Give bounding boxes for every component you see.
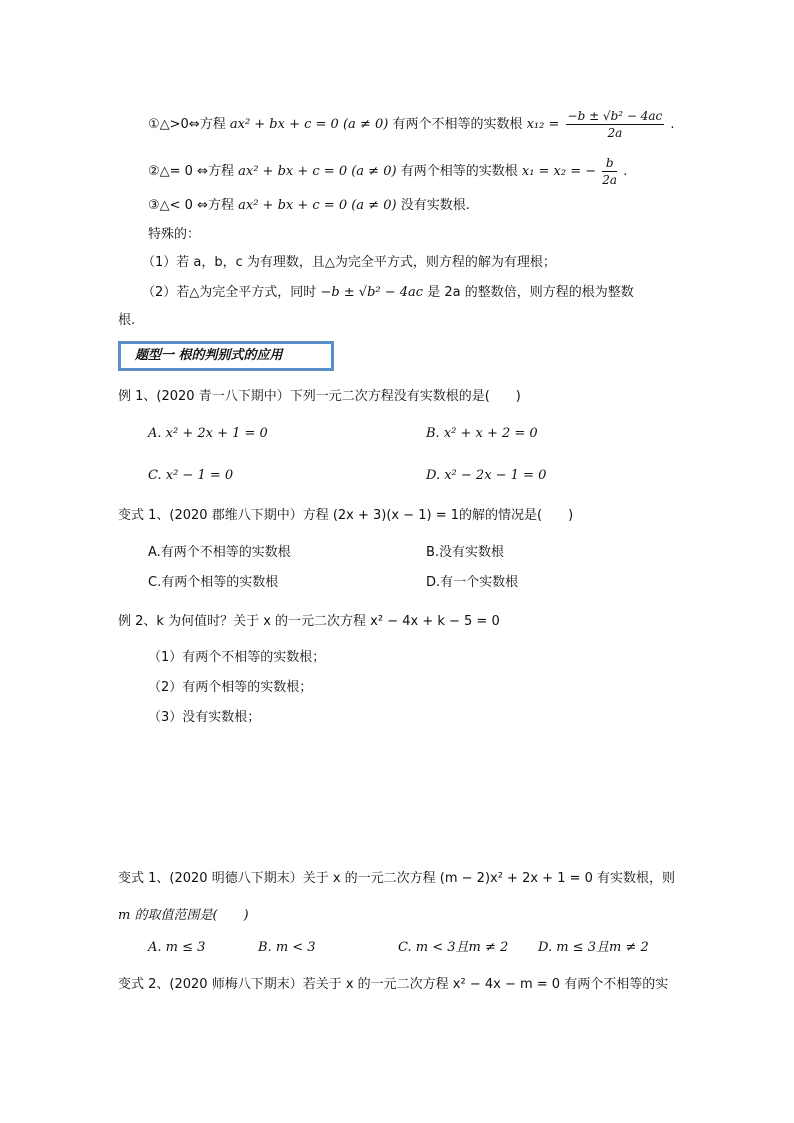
section-title: 题型一 根的判别式的应用: [118, 341, 334, 371]
rule-1-numerator: −b ± √b² − 4ac: [567, 109, 663, 123]
special-item-2-text-a: （2）若△为完全平方式，同时: [142, 285, 317, 300]
variant-1-option-d: D.有一个实数根: [426, 575, 519, 590]
rule-2-prefix: ②△= 0 ⇔方程: [148, 164, 234, 179]
rule-2-numerator: b: [602, 155, 617, 172]
rule-1: [148, 108, 675, 141]
rule-1-prefix: ①△>0⇔方程: [148, 117, 226, 132]
variant-2-stem: 变式 2、(2020 师梅八下期末）若关于 x 的一元二次方程 x² − 4x − m = 0 有两个不相等的实: [118, 977, 669, 992]
rule-3-text: 没有实数根.: [400, 198, 470, 213]
rule-2-denominator: 2a: [602, 173, 618, 187]
special-item-2-expression: −b ± √b² − 4ac: [320, 285, 424, 300]
variant-1b-option-d: D. m ≤ 3且m ≠ 2: [538, 940, 649, 955]
special-heading: 特殊的：: [148, 227, 201, 242]
variant-1-option-c: C.有两个相等的实数根: [148, 575, 279, 590]
rule-3-prefix: ③△< 0 ⇔方程: [148, 198, 234, 213]
special-item-2: [142, 283, 634, 303]
variant-1b-stem-line-1: 变式 1、(2020 明德八下期末）关于 x 的一元二次方程 (m − 2)x² + 2x + 1 = 0 有实数根，则: [118, 871, 676, 886]
example-1-option-a: A. x² + 2x + 1 = 0: [148, 426, 268, 441]
special-item-1: （1）若 a，b，c 为有理数，且△为完全平方式，则方程的解为有理根；: [142, 255, 556, 270]
example-2-part-1: （1）有两个不相等的实数根；: [148, 650, 326, 665]
rule-2-fraction: [602, 155, 617, 188]
variant-1-option-b: B.没有实数根: [426, 545, 505, 560]
rule-1-text: 有两个不相等的实数根: [392, 117, 523, 132]
rule-1-root-label: x₁₂ =: [526, 117, 560, 132]
rule-1-end: .: [670, 117, 675, 132]
variant-1b-stem-line-2: m 的取值范围是( ): [118, 908, 249, 923]
rule-2-text: 有两个相等的实数根: [400, 164, 518, 179]
variant-1b-option-a: A. m ≤ 3: [148, 940, 206, 955]
rule-1-equation: ax² + bx + c = 0 (a ≠ 0): [229, 117, 389, 132]
variant-1b-option-b: B. m < 3: [258, 940, 316, 955]
rule-3: [148, 196, 470, 216]
rule-2-root-label: x₁ = x₂ = −: [521, 164, 597, 179]
special-item-2-continued: 根.: [118, 313, 136, 328]
example-1-option-c: C. x² − 1 = 0: [148, 468, 234, 483]
variant-1-option-a: A.有两个不相等的实数根: [148, 545, 291, 560]
rule-1-fraction: [566, 108, 665, 141]
rule-3-equation: ax² + bx + c = 0 (a ≠ 0): [238, 198, 397, 213]
example-2-stem: 例 2、k 为何值时？关于 x 的一元二次方程 x² − 4x + k − 5 = 0: [118, 614, 500, 629]
rule-2-end: .: [623, 164, 628, 179]
rule-2: [148, 155, 627, 188]
special-item-2-text-b: 是 2a 的整数倍，则方程的根为整数: [427, 285, 634, 300]
variant-1b-option-c: C. m < 3且m ≠ 2: [398, 940, 509, 955]
rule-2-equation: ax² + bx + c = 0 (a ≠ 0): [238, 164, 397, 179]
example-1-option-d: D. x² − 2x − 1 = 0: [426, 468, 547, 483]
example-2-part-2: （2）有两个相等的实数根；: [148, 680, 313, 695]
rule-1-denominator: 2a: [607, 126, 623, 140]
variant-1-stem: 变式 1、(2020 郡维八下期中）方程 (2x + 3)(x − 1) = 1的解的情况是( ): [118, 508, 574, 523]
example-1-option-b: B. x² + x + 2 = 0: [426, 426, 538, 441]
example-2-part-3: （3）没有实数根；: [148, 710, 261, 725]
example-1-stem: 例 1、(2020 青一八下期中）下列一元二次方程没有实数根的是( ): [118, 389, 521, 404]
